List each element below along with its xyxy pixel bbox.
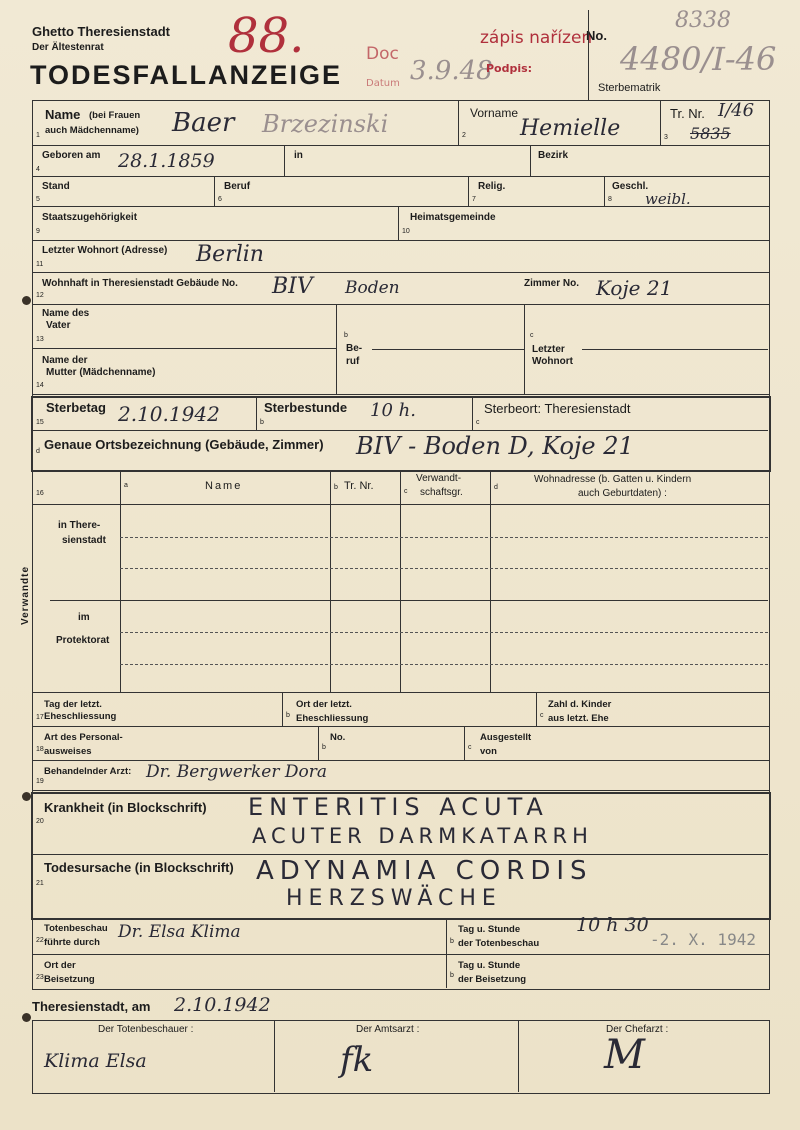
father-label-2: Vater bbox=[46, 320, 71, 331]
district-label: Bezirk bbox=[538, 150, 569, 161]
death-hour-value: 10 h. bbox=[370, 400, 416, 421]
examination-time-value: 10 h 30 bbox=[576, 914, 649, 936]
marriage-place-label: Ort der letzt. bbox=[296, 699, 352, 710]
firstname-value: Hemielle bbox=[520, 116, 621, 141]
sex-label: Geschl. bbox=[612, 181, 649, 192]
place-date-label: Theresienstadt, am bbox=[32, 999, 151, 1014]
relatives-protektorat: Protektorat bbox=[56, 635, 110, 646]
mother-label: Name der bbox=[42, 355, 88, 366]
citizenship-label: Staatszugehörigkeit bbox=[42, 212, 138, 223]
punch-hole bbox=[22, 792, 31, 801]
stamp-zapis: zápis nařízen bbox=[480, 28, 593, 48]
name-hint-2: auch Mädchenname) bbox=[45, 125, 139, 136]
relatives-kinship-header: Verwandt- bbox=[416, 473, 462, 484]
sterbematrik-label: Sterbematrik bbox=[598, 82, 661, 94]
relatives-side-label: Verwandte bbox=[20, 565, 31, 625]
relatives-name-header: Name bbox=[205, 480, 243, 492]
disease-value: ENTERITIS ACUTA bbox=[248, 793, 549, 821]
punch-hole bbox=[22, 1013, 31, 1022]
death-notice-form: Ghetto Theresienstadt Der Ältestenrat TODESFALLANZEIGE 88. Doc Datum 3.9.48 zápis nařízen Podpis: No. 8338 4480/I-46 Sterbematrik 1 Name (bei Frauen auch Mädchenname) Baer Brzezinski 2 Vorname Hemielle Tr. Nr. I/46 3 5835 4 Geboren am 28.1.1859 in Bezirk 5 6 7 8 Stand Beruf Relig. Geschl. weibl. 9 10 Staatszugehörigkeit Heimatsgemeinde 11 Letzter Wohnort (Adresse) Berlin 12 Wohnhaft in Theresienstadt Gebäude No. BIV Boden Zimmer No. Koje 21 13 14 b c Name des Vater Name der Mutter (Mädchenname) Be- ruf Letzter Wohnort 15 b c Sterbetag 2.10.1942 Sterbestunde 10 h. Sterbeort: Theresienstadt d Genaue Ortsbezeichnung (Gebäude, Zimmer) BIV - Boden D, Koje 21 16 a b c d Name Tr. Nr. Verwandt- schaftsgr. Wohnadresse (b. Gatten u. Kindern auch Geburtdaten) : Verwandte in There- sienstadt im Protektorat 17 b c Tag der letzt. Eheschliessung Ort der letzt. Eheschliessung Zahl d. Kinder aus letzt. Ehe 18 b c Art des Personal- ausweises No. Ausgestellt von 19 Behandelnder Arzt: Dr. Bergwerker Dora 20 21 Krankheit (in Blockschrift) ENTERITIS ACUTA ACUTER DARMKATARRH Todesursache (in Blockschrift) ADYNAMIA CORDIS HERZSWÄCHE 22 b Totenbeschau führte durch Dr. Elsa Klima Tag u. Stunde der Totenbeschau 10 h 30 -2. X. 1942 23 b Ort der Beisetzung Tag u. Stunde der Beisetzung Theresienstadt, am 2.10.1942 Der Totenbeschauer : Der Amtsarzt : Der Chefarzt : Klima Elsa fk M bbox=[0, 0, 800, 1130]
children-label: Zahl d. Kinder bbox=[548, 699, 612, 710]
name-hint: (bei Frauen bbox=[89, 110, 141, 121]
trnr-value: I/46 bbox=[718, 100, 755, 121]
death-place-label: Sterbeort: Theresienstadt bbox=[484, 401, 631, 416]
trnr-old-value: 5835 bbox=[690, 124, 731, 143]
exact-location-value: BIV - Boden D, Koje 21 bbox=[356, 432, 634, 460]
id-type-label-2: ausweises bbox=[44, 746, 92, 757]
relatives-address-header: Wohnadresse (b. Gatten u. Kindern bbox=[534, 474, 692, 485]
death-date-label: Sterbetag bbox=[46, 400, 106, 415]
death-hour-label: Sterbestunde bbox=[264, 400, 348, 415]
issued-by-label-2: von bbox=[480, 746, 497, 757]
id-number-label: No. bbox=[330, 732, 346, 743]
nr-label: No. bbox=[586, 28, 607, 43]
surname-value: Baer bbox=[172, 108, 235, 138]
father-label: Name des bbox=[42, 308, 90, 319]
form-title: TODESFALLANZEIGE bbox=[30, 60, 343, 90]
disease-label: Krankheit (in Blockschrift) bbox=[44, 800, 207, 815]
burial-place-label-2: Beisetzung bbox=[44, 974, 95, 985]
cause-value: ADYNAMIA CORDIS bbox=[256, 856, 593, 886]
building-label: Wohnhaft in Theresienstadt Gebäude No. bbox=[42, 278, 238, 289]
punch-hole bbox=[22, 296, 31, 305]
id-type-label: Art des Personal- bbox=[44, 732, 123, 743]
home-community-label: Heimatsgemeinde bbox=[410, 212, 496, 223]
examiner-value: Dr. Elsa Klima bbox=[118, 922, 241, 942]
burial-place-label: Ort der bbox=[44, 960, 76, 971]
red-stamp-number: 88. bbox=[228, 8, 305, 64]
chief-signature-label: Der Chefarzt : bbox=[606, 1024, 669, 1035]
examiner-signature: Klima Elsa bbox=[44, 1050, 147, 1072]
marriage-place-label-2: Eheschliessung bbox=[296, 713, 369, 724]
burial-time-label: Tag u. Stunde bbox=[458, 960, 521, 971]
exact-location-label: Genaue Ortsbezeichnung (Gebäude, Zimmer) bbox=[44, 437, 324, 452]
pencil-top-number: 8338 bbox=[675, 8, 731, 33]
examination-label: Totenbeschau bbox=[44, 923, 108, 934]
parent-profession-label-2: ruf bbox=[346, 356, 360, 367]
relatives-im: im bbox=[78, 612, 90, 623]
family-status-label: Stand bbox=[42, 181, 70, 192]
cause-label: Todesursache (in Blockschrift) bbox=[44, 860, 234, 875]
relatives-in-theresienstadt-2: sienstadt bbox=[62, 535, 106, 546]
stamp-podpis: Podpis: bbox=[486, 62, 533, 75]
examiner-signature-label: Der Totenbeschauer : bbox=[98, 1024, 194, 1035]
issued-by-label: Ausgestellt bbox=[480, 732, 532, 743]
sex-value: weibl. bbox=[645, 190, 691, 208]
examination-time-label-2: der Totenbeschau bbox=[458, 938, 540, 949]
marriage-date-label-2: Eheschliessung bbox=[44, 711, 117, 722]
burial-time-label-2: der Beisetzung bbox=[458, 974, 527, 985]
officer-signature: fk bbox=[340, 1040, 374, 1080]
parent-profession-label: Be- bbox=[346, 343, 363, 354]
relatives-address-header-2: auch Geburtdaten) : bbox=[578, 488, 667, 499]
relatives-trnr-header: Tr. Nr. bbox=[344, 480, 374, 492]
doctor-label: Behandelnder Arzt: bbox=[44, 766, 132, 777]
name-label: Name bbox=[45, 107, 81, 122]
profession-label: Beruf bbox=[224, 181, 251, 192]
room-value: Koje 21 bbox=[596, 276, 673, 300]
room-label: Zimmer No. bbox=[524, 278, 580, 289]
place-date-value: 2.10.1942 bbox=[174, 994, 271, 1016]
birthplace-label: in bbox=[294, 150, 303, 161]
trnr-label: Tr. Nr. bbox=[670, 106, 705, 121]
stamp-doc: Doc bbox=[366, 44, 399, 64]
marriage-date-label: Tag der letzt. bbox=[44, 699, 102, 710]
death-date-value: 2.10.1942 bbox=[118, 402, 220, 426]
cause-value-2: HERZSWÄCHE bbox=[286, 886, 502, 911]
parent-residence-label-2: Wohnort bbox=[532, 356, 573, 367]
examination-time-label: Tag u. Stunde bbox=[458, 924, 521, 935]
relatives-in-theresienstadt: in There- bbox=[58, 520, 101, 531]
pencil-date: 3.9.48 bbox=[410, 56, 493, 86]
birth-value: 28.1.1859 bbox=[118, 150, 215, 172]
birth-label: Geboren am bbox=[42, 150, 101, 161]
disease-value-2: ACUTER DARMKATARRH bbox=[252, 824, 593, 848]
parent-residence-label: Letzter bbox=[532, 344, 565, 355]
ghetto-heading: Ghetto Theresienstadt bbox=[32, 24, 170, 39]
council-heading: Der Ältestenrat bbox=[32, 42, 104, 53]
last-address-label: Letzter Wohnort (Adresse) bbox=[42, 245, 168, 256]
building-value-2: Boden bbox=[345, 278, 400, 298]
officer-signature-label: Der Amtsarzt : bbox=[356, 1024, 420, 1035]
register-number: 4480/I-46 bbox=[620, 40, 777, 78]
doctor-value: Dr. Bergwerker Dora bbox=[146, 762, 328, 782]
mother-label-2: Mutter (Mädchenname) bbox=[46, 367, 156, 378]
building-value: BIV bbox=[272, 274, 313, 299]
stamp-datum: Datum bbox=[366, 78, 400, 89]
children-label-2: aus letzt. Ehe bbox=[548, 713, 609, 724]
chief-signature: M bbox=[604, 1032, 645, 1078]
religion-label: Relig. bbox=[478, 181, 506, 192]
last-address-value: Berlin bbox=[196, 242, 264, 267]
surname-pencil: Brzezinski bbox=[262, 110, 389, 138]
firstname-label: Vorname bbox=[470, 106, 519, 120]
examination-label-2: führte durch bbox=[44, 937, 100, 948]
date-stamp: -2. X. 1942 bbox=[650, 930, 756, 949]
relatives-kinship-header-2: schaftsgr. bbox=[420, 487, 463, 498]
